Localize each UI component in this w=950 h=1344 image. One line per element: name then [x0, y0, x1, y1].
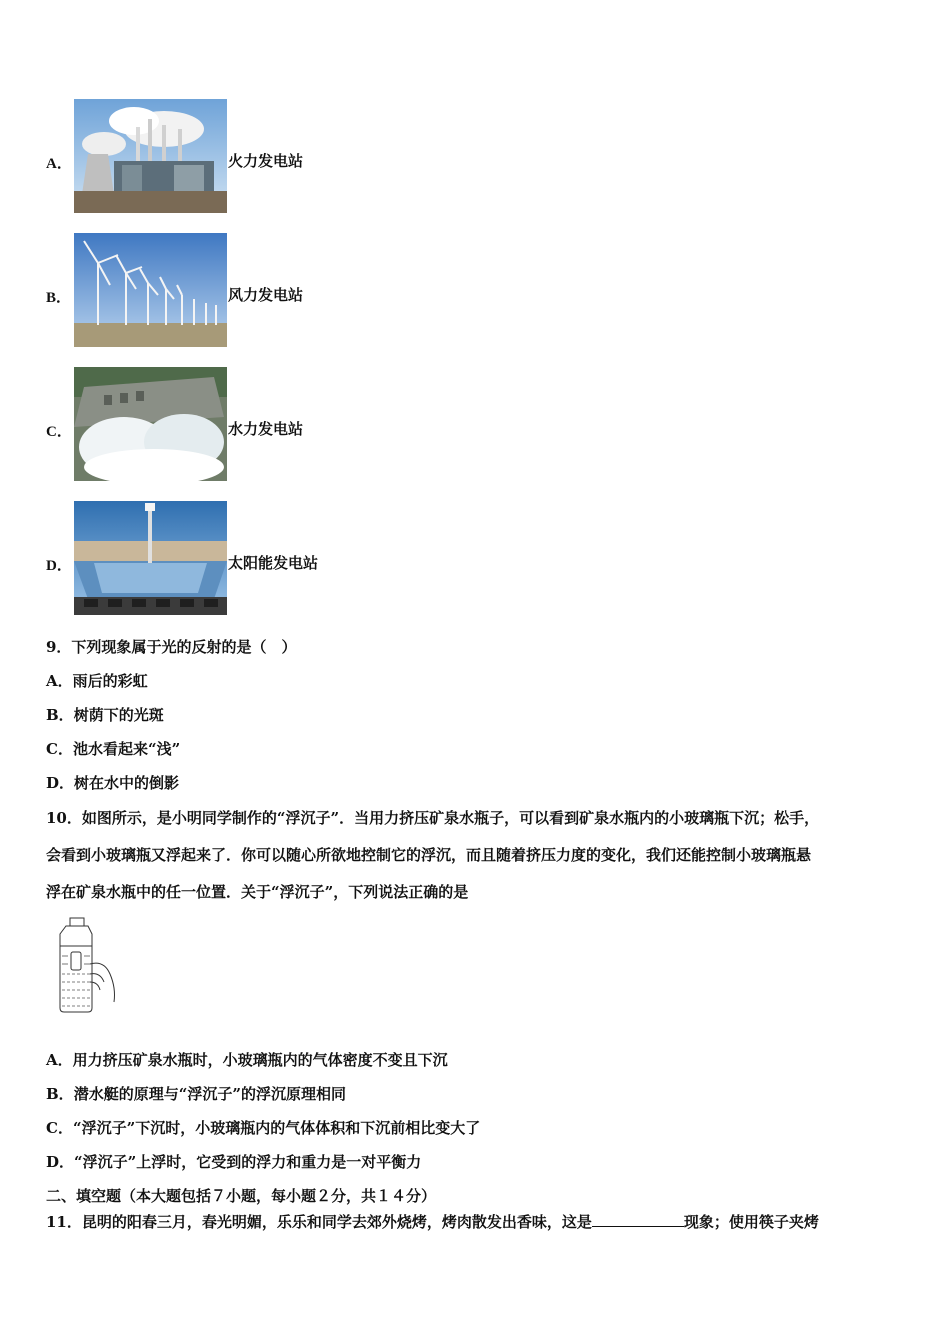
- q11-text-before: 11．昆明的阳春三月，春光明媚，乐乐和同学去郊外烧烤，烤肉散发出香味，这是: [46, 1213, 592, 1231]
- option-text: 树荫下的光斑: [73, 706, 164, 724]
- option-letter: B．: [46, 1085, 74, 1103]
- q9-stem: 9．下列现象属于光的反射的是（ ）: [46, 638, 297, 656]
- wind-farm-photo: [74, 233, 227, 347]
- option-text: “浮沉子”上浮时，它受到的浮力和重力是一对平衡力: [74, 1153, 422, 1171]
- q10-option-b: [46, 1085, 346, 1103]
- option-letter: A．: [46, 672, 73, 690]
- option-text: 用力挤压矿泉水瓶时，小玻璃瓶内的气体密度不变且下沉: [72, 1051, 448, 1069]
- q10-stem-line2: 会看到小玻璃瓶又浮起来了．你可以随心所欲地控制它的浮沉，而且随着挤压力度的变化，我们还能控制小玻璃瓶悬: [46, 846, 812, 864]
- solar-tower-photo: [74, 501, 227, 615]
- section-heading: 二、填空题（本大题包括７小题，每小题２分，共１４分）: [46, 1187, 437, 1205]
- q11-stem: [46, 1212, 819, 1231]
- q9-option-a: [46, 672, 148, 690]
- answer-blank[interactable]: [592, 1212, 684, 1227]
- q10-option-a: [46, 1051, 448, 1069]
- option-label: 火力发电站: [228, 152, 304, 170]
- option-letter: D．: [46, 774, 75, 792]
- option-text: 池水看起来“浅”: [72, 740, 181, 758]
- q9-option-c: [46, 740, 180, 758]
- option-label: 水力发电站: [228, 420, 304, 438]
- q10-option-d: [46, 1153, 421, 1171]
- q9-option-b: [46, 706, 164, 724]
- cartesian-diver-bottle-icon: [52, 916, 124, 1016]
- q10-option-c: [46, 1119, 480, 1137]
- option-text: 雨后的彩虹: [72, 672, 148, 690]
- option-text: 潜水艇的原理与“浮沉子”的浮沉原理相同: [73, 1085, 346, 1103]
- option-letter: B．: [46, 290, 72, 306]
- option-letter: C．: [46, 424, 72, 440]
- option-letter: C．: [46, 740, 73, 758]
- option-label: 风力发电站: [228, 286, 304, 304]
- option-letter: C．: [46, 1119, 73, 1137]
- thermal-power-plant-photo: [74, 99, 227, 213]
- q10-stem-line3: 浮在矿泉水瓶中的任一位置．关于“浮沉子”，下列说法正确的是: [46, 883, 469, 901]
- q10-stem-line1: 10．如图所示，是小明同学制作的“浮沉子”．当用力挤压矿泉水瓶子，可以看到矿泉水瓶内的小玻璃瓶下沉；松手，: [46, 809, 820, 827]
- option-letter: D．: [46, 1153, 75, 1171]
- option-letter: B．: [46, 706, 74, 724]
- option-letter: D．: [46, 558, 72, 574]
- q11-text-after: 现象；使用筷子夹烤: [683, 1213, 819, 1231]
- option-letter: A．: [46, 156, 72, 172]
- option-label: 太阳能发电站: [228, 554, 319, 572]
- q9-option-d: [46, 774, 179, 792]
- option-text: 树在水中的倒影: [74, 774, 180, 792]
- option-letter: A．: [46, 1051, 73, 1069]
- option-text: “浮沉子”下沉时，小玻璃瓶内的气体体积和下沉前相比变大了: [72, 1119, 481, 1137]
- hydro-dam-photo: [74, 367, 227, 481]
